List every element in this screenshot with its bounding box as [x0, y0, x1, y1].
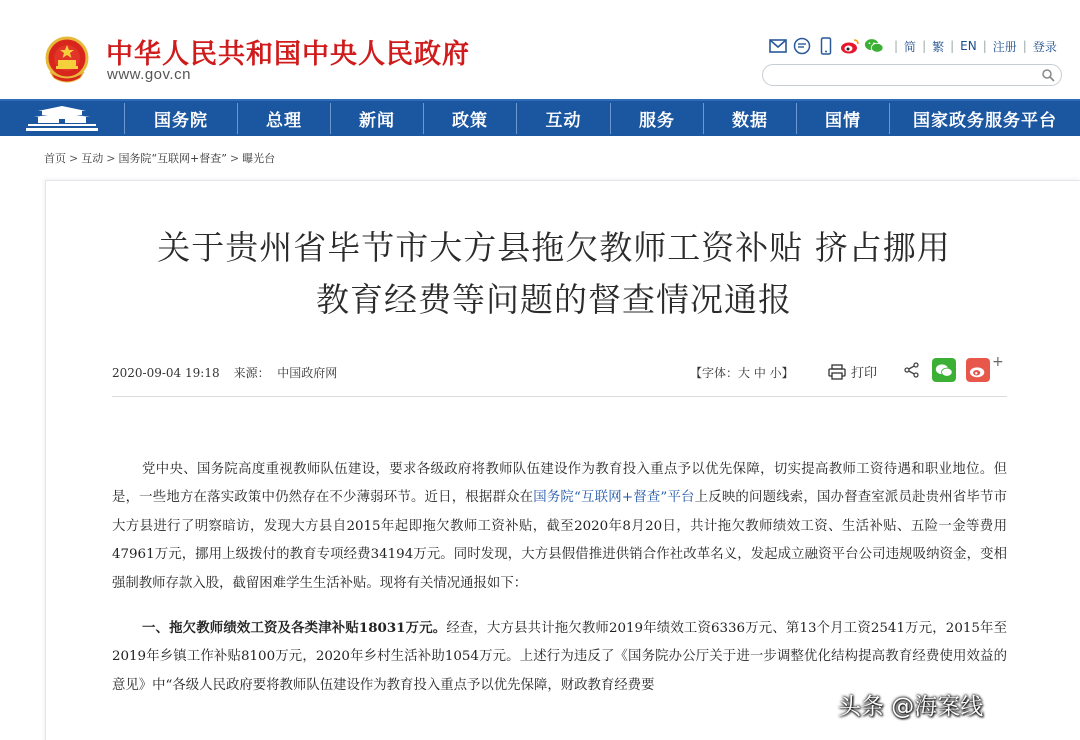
paragraph-text: 上反映的问题线索，国办督查室派员赴贵州省毕节市大方县进行了明察暗访，发现大方县自2015年起即拖欠教师工资补贴，截至2020年8月20日，共计拖欠教师绩效工资、生活补贴、五险一金等费用47961万元，挪用上级拨付的教育专项经费34194万元。同时发现，大方县假借推进供销合作社改革名义，发起成立融资平台公司违规吸纳资金，变相强制教师存款入股，截留困难学生生活补贴。现将有关情况通报如下： — [112, 490, 1007, 591]
section-heading: 一、拖欠教师绩效工资及各类津补贴18031万元。 — [142, 620, 447, 637]
tool-separator: | — [922, 39, 927, 53]
site-header — [0, 0, 1080, 100]
tool-separator: | — [982, 39, 987, 53]
nav-item-state-council[interactable]: 国务院 — [154, 111, 208, 131]
nav-home[interactable] — [0, 101, 124, 136]
breadcrumb-separator: > — [69, 152, 79, 165]
login-link[interactable]: 登录 — [1032, 39, 1057, 54]
publish-date: 2020-09-04 19:18 — [112, 366, 220, 380]
breadcrumb-supervision[interactable]: 国务院“互联网+督查” — [118, 152, 227, 165]
font-size-switch[interactable]: 【字体：大 中 小】 — [690, 366, 794, 380]
simplified-chinese-link[interactable]: 简 — [904, 39, 917, 54]
nav-item-national-conditions[interactable]: 国情 — [825, 111, 861, 131]
national-emblem-icon[interactable] — [44, 36, 90, 84]
nav-item-interaction[interactable]: 互动 — [545, 111, 582, 131]
breadcrumb-separator: > — [106, 152, 116, 165]
print-button[interactable] — [828, 362, 877, 381]
mobile-icon[interactable] — [816, 37, 836, 55]
site-url[interactable]: www.gov.cn — [107, 66, 191, 83]
english-link[interactable]: EN — [960, 39, 977, 53]
print-label: 打印 — [851, 366, 878, 381]
wechat-share-icon[interactable] — [932, 358, 956, 382]
breadcrumb — [44, 150, 275, 166]
article-title — [0, 222, 1080, 326]
tool-separator: | — [1022, 39, 1027, 53]
paragraph-text: 党中央、国务院高度重视教师队伍建设，要求各级政府将教师队伍建设作为教育投入重点予以优先保障，切实提高教师工资待遇和职业地位。但是，一些地方在落实政策中仍然存在不少薄弱环节。近日，根据群众在 — [112, 462, 1007, 506]
breadcrumb-home[interactable]: 首页 — [44, 152, 66, 165]
register-link[interactable]: 注册 — [992, 39, 1017, 54]
article-title-line-2: 教育经费等问题的督查情况通报 — [316, 280, 792, 319]
nav-item-data[interactable]: 数据 — [732, 111, 768, 131]
paragraph-text: 经查，大方县共计拖欠教师2019年绩效工资6336万元、第13个月工资2541万元，2015年至2019年乡镇工作补贴8100万元，2020年乡村生活补助1054万元。上述行为违反了《国务院办公厅关于进一步调整优化结构提高教育经费使用效益的意见》中“各级人民政府要将教师队伍建设作为教育投入重点予以优先保障，财政教育经费要 — [112, 621, 1007, 693]
site-title[interactable]: 中华人民共和国中央人民政府 — [106, 39, 470, 70]
wechat-icon[interactable] — [864, 37, 884, 55]
article-body — [112, 456, 1007, 700]
more-share-icon[interactable]: + — [992, 354, 1004, 370]
article-title-line-1: 关于贵州省毕节市大方县拖欠教师工资补贴 挤占挪用 — [157, 228, 951, 267]
nav-item-premier[interactable]: 总理 — [266, 111, 302, 131]
paragraph — [112, 456, 1007, 598]
breadcrumb-exposure[interactable]: 曝光台 — [242, 152, 276, 165]
internet-supervision-platform-link[interactable]: 国务院“互联网+督查”平台 — [533, 490, 695, 506]
search-icon[interactable] — [1041, 68, 1055, 82]
printer-icon — [828, 364, 846, 380]
source-name: 中国政府网 — [277, 366, 338, 380]
breadcrumb-interaction[interactable]: 互动 — [81, 152, 104, 165]
search-input[interactable] — [762, 64, 1062, 86]
nav-item-policy[interactable]: 政策 — [452, 111, 488, 131]
main-nav — [0, 99, 1080, 136]
message-icon[interactable] — [792, 37, 812, 55]
breadcrumb-separator: > — [229, 152, 240, 165]
source-label: 来源： — [233, 366, 270, 380]
mail-icon[interactable] — [768, 37, 788, 55]
nav-item-service-platform[interactable]: 国家政务服务平台 — [913, 111, 1057, 131]
weibo-icon[interactable] — [840, 37, 860, 55]
tool-separator: | — [950, 39, 955, 53]
meta-divider — [112, 396, 1007, 397]
watermark: 头条 @海案线 — [838, 694, 984, 720]
tool-separator: | — [894, 39, 899, 53]
share-icon[interactable] — [902, 358, 922, 382]
weibo-share-icon[interactable] — [966, 358, 990, 382]
article-meta — [112, 364, 337, 381]
nav-item-services[interactable]: 服务 — [639, 111, 675, 131]
traditional-chinese-link[interactable]: 繁 — [932, 39, 945, 54]
nav-item-news[interactable]: 新闻 — [359, 111, 395, 131]
tiananmen-icon — [24, 105, 100, 133]
top-tools — [768, 36, 1057, 56]
